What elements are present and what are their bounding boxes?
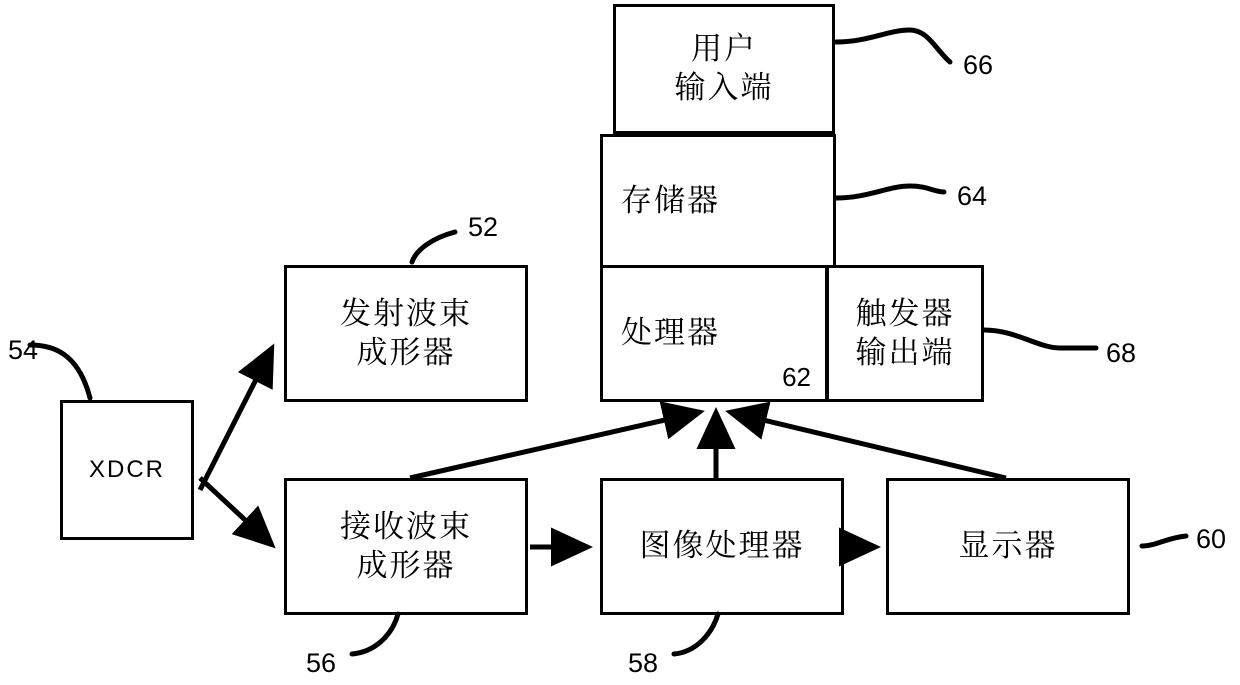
refnum-56: 56 [306,648,337,678]
refnum-52: 52 [468,212,499,242]
block-user-input [613,4,835,134]
arrow-receive-to-processor [410,412,700,478]
leader-58 [674,614,718,654]
block-transmit-beamformer [284,265,528,402]
block-processor-refnum: 62 [782,362,811,392]
block-xdcr [60,400,194,540]
leader-66 [836,30,950,62]
block-processor-label: 处理器 [621,315,720,352]
leader-54 [30,345,90,398]
block-receive-beamformer [284,478,528,615]
block-display [886,478,1130,615]
refnum-54: 54 [8,335,39,365]
leader-56 [352,614,398,654]
block-display-label: 显示器 [958,528,1058,565]
refnum-68: 68 [1106,338,1137,368]
leader-60 [1142,536,1186,546]
block-memory [600,134,836,268]
arrow-display-to-processor [730,412,1006,478]
arrow-xdcr-to-receive [200,478,272,545]
arrow-xdcr-to-transmit [200,348,272,490]
refnum-60: 60 [1196,524,1227,554]
refnum-58: 58 [628,648,659,678]
block-trigger-output-label: 触发器 输出端 [855,295,955,371]
block-receive-beamformer-label: 接收波束 成形器 [340,508,472,584]
leader-52 [412,232,455,262]
block-image-processor [600,478,844,615]
block-xdcr-label: XDCR [88,456,165,483]
block-trigger-output [826,265,984,402]
leader-68 [984,330,1096,348]
block-memory-label: 存储器 [621,182,720,219]
block-image-processor-label: 图像处理器 [639,528,805,565]
block-user-input-label: 用户 输入端 [674,31,774,106]
refnum-64: 64 [957,181,988,211]
leader-64 [836,186,944,198]
block-processor [600,265,828,402]
refnum-66: 66 [963,50,994,80]
block-transmit-beamformer-label: 发射波束 成形器 [340,295,472,371]
